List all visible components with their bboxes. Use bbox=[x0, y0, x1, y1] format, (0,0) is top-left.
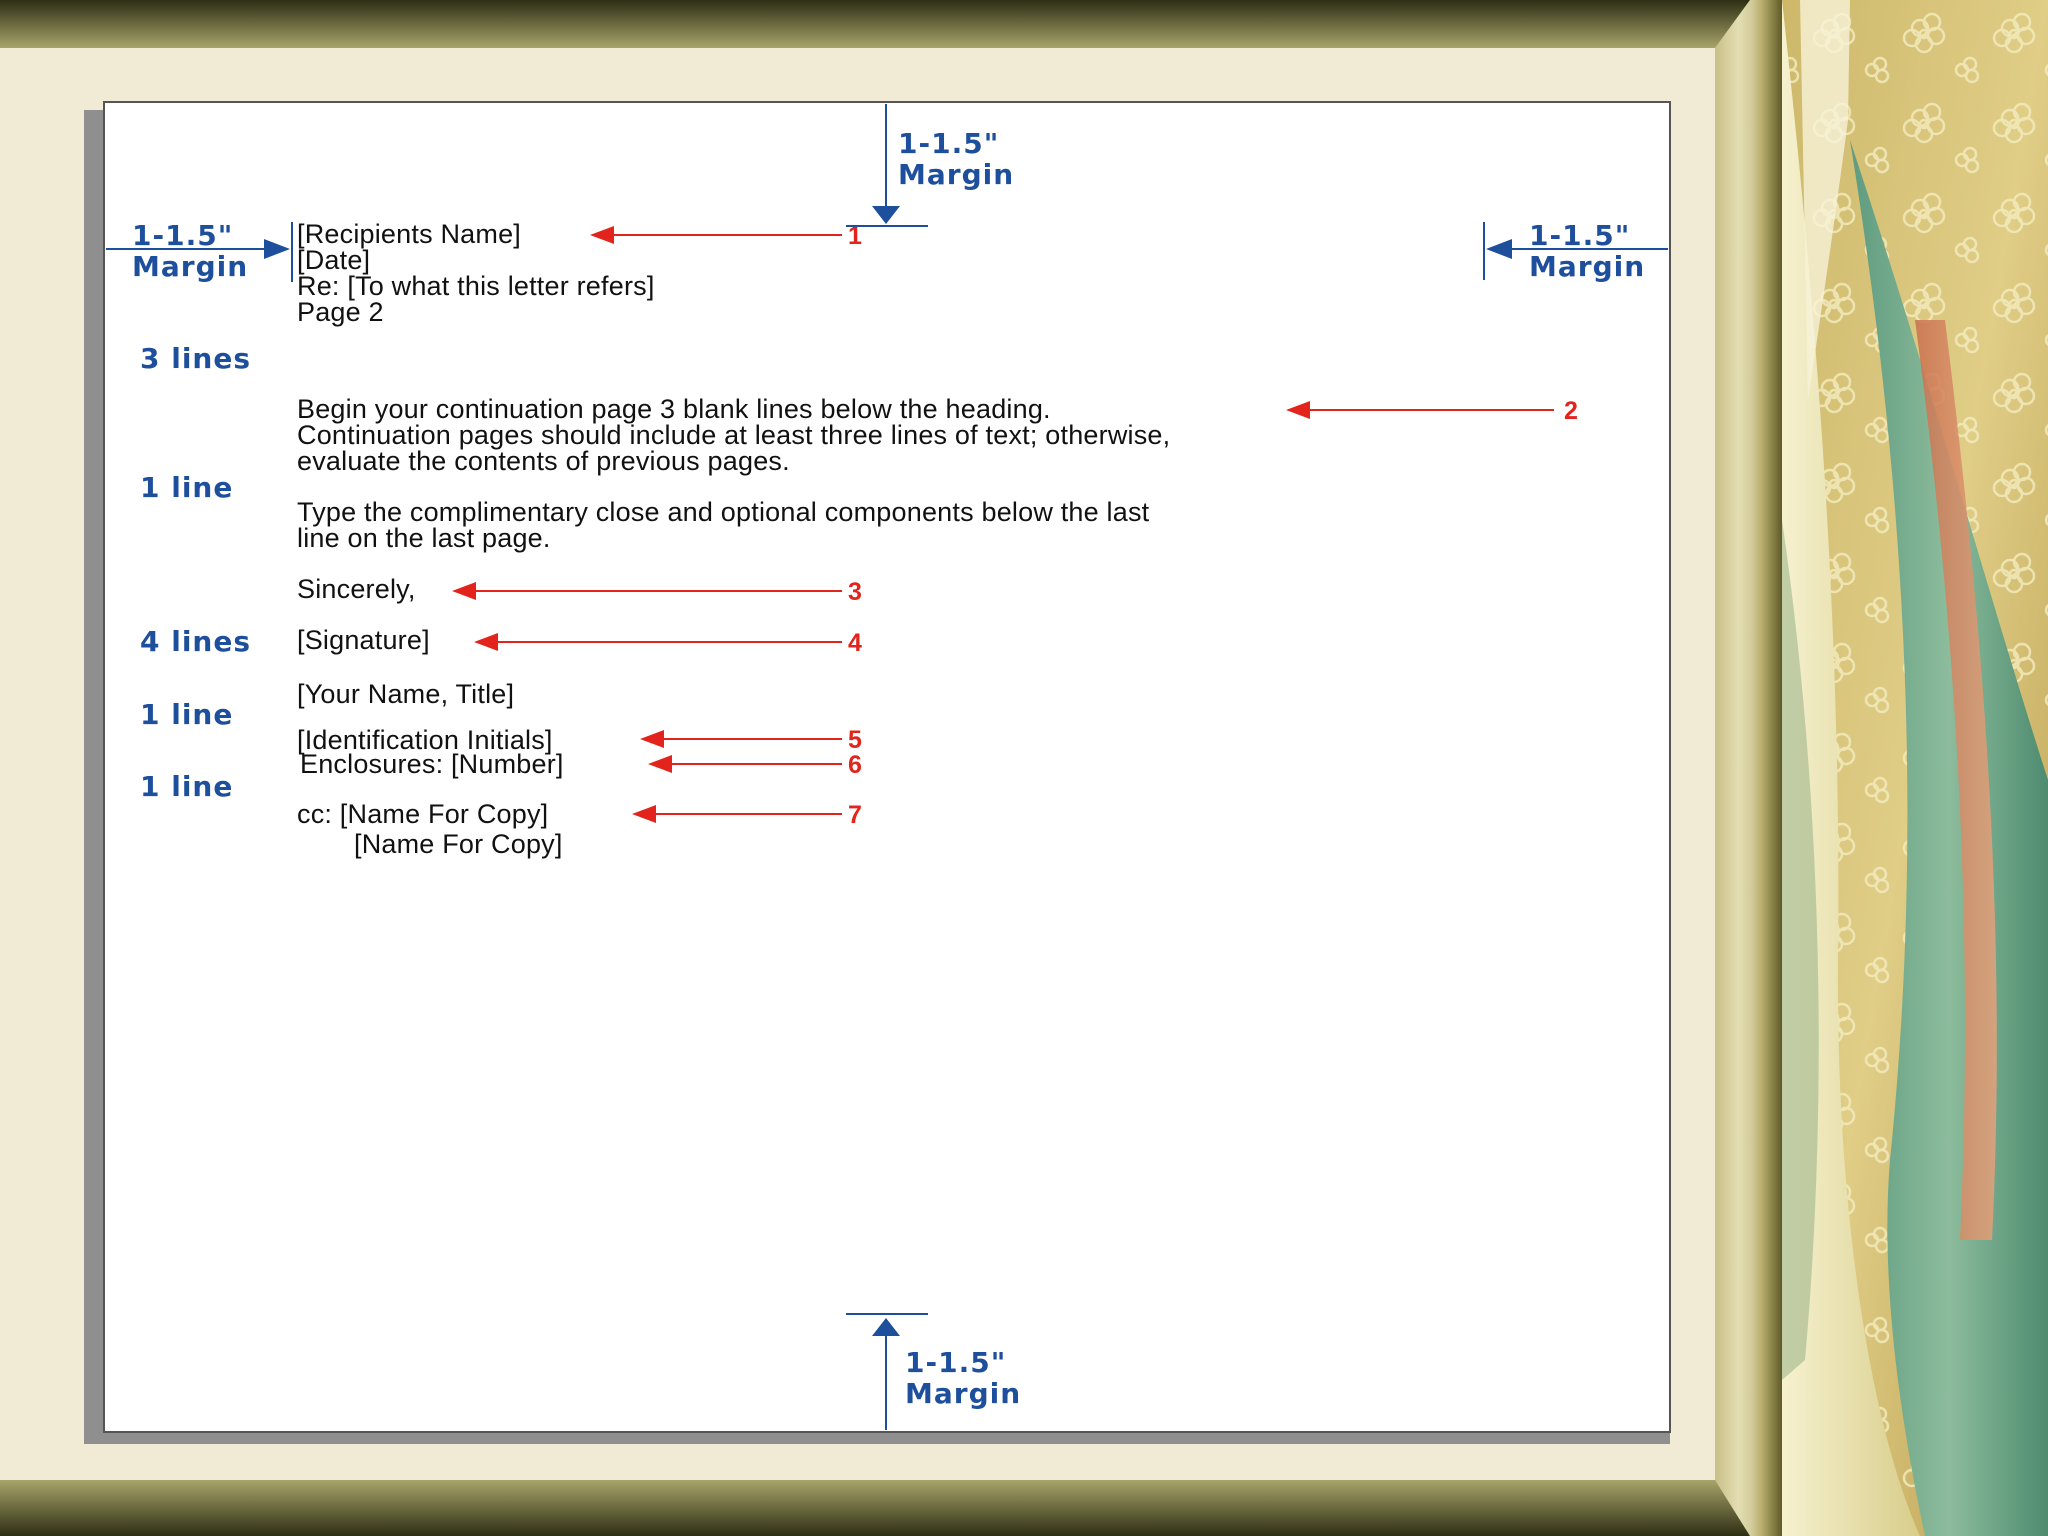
body-paragraph-1-line: Begin your continuation page 3 blank lines below the heading. bbox=[297, 394, 1051, 424]
date-line: [Date] bbox=[297, 245, 371, 275]
bottom-margin-word: Margin bbox=[905, 1377, 1022, 1410]
spacing-label-1-line: 1 line bbox=[140, 770, 234, 803]
spacing-label-1-line: 1 line bbox=[140, 698, 234, 731]
callout-number: 6 bbox=[848, 751, 862, 779]
body-paragraph-2-line: line on the last page. bbox=[297, 523, 551, 553]
right-margin-value: 1-1.5" bbox=[1529, 219, 1631, 252]
callout-number: 1 bbox=[848, 222, 862, 250]
body-paragraph-2-line: Type the complimentary close and optional components below the last bbox=[297, 497, 1150, 527]
left-margin-word: Margin bbox=[132, 250, 249, 283]
name-title-line: [Your Name, Title] bbox=[297, 679, 515, 709]
enclosures-line: Enclosures: [Number] bbox=[300, 749, 564, 779]
top-margin-value: 1-1.5" bbox=[898, 127, 1000, 160]
spacing-label-3-lines: 3 lines bbox=[140, 342, 252, 375]
callout-number: 5 bbox=[848, 726, 862, 754]
callout-number: 2 bbox=[1564, 397, 1578, 425]
body-paragraph-1-line: Continuation pages should include at least three lines of text; otherwise, bbox=[297, 420, 1171, 450]
recipient-name: [Recipients Name] bbox=[297, 219, 521, 249]
identification-initials: [Identification Initials] bbox=[297, 725, 553, 755]
callout-number: 7 bbox=[848, 801, 862, 829]
callout-number: 4 bbox=[848, 629, 862, 657]
bottom-margin-value: 1-1.5" bbox=[905, 1346, 1007, 1379]
re-line: Re: [To what this letter refers] bbox=[297, 271, 655, 301]
bottom-margin-label bbox=[905, 1347, 1021, 1409]
cc-line-continued: [Name For Copy] bbox=[354, 829, 563, 859]
left-margin-label bbox=[132, 220, 248, 282]
body-paragraph-1-line: evaluate the contents of previous pages. bbox=[297, 446, 790, 476]
top-margin-label bbox=[898, 128, 1014, 190]
cc-line: cc: [Name For Copy] bbox=[297, 799, 549, 829]
spacing-label-4-lines: 4 lines bbox=[140, 625, 252, 658]
top-margin-word: Margin bbox=[898, 158, 1015, 191]
spacing-label-1-line: 1 line bbox=[140, 471, 234, 504]
left-margin-value: 1-1.5" bbox=[132, 219, 234, 252]
body-paragraph-1 bbox=[297, 396, 1170, 474]
complimentary-close: Sincerely, bbox=[297, 574, 416, 604]
page-number-line: Page 2 bbox=[297, 297, 384, 327]
body-paragraph-2 bbox=[297, 499, 1149, 551]
callout-number: 3 bbox=[848, 578, 862, 606]
right-margin-word: Margin bbox=[1529, 250, 1646, 283]
signature-placeholder: [Signature] bbox=[297, 625, 430, 655]
right-margin-label bbox=[1529, 220, 1645, 282]
